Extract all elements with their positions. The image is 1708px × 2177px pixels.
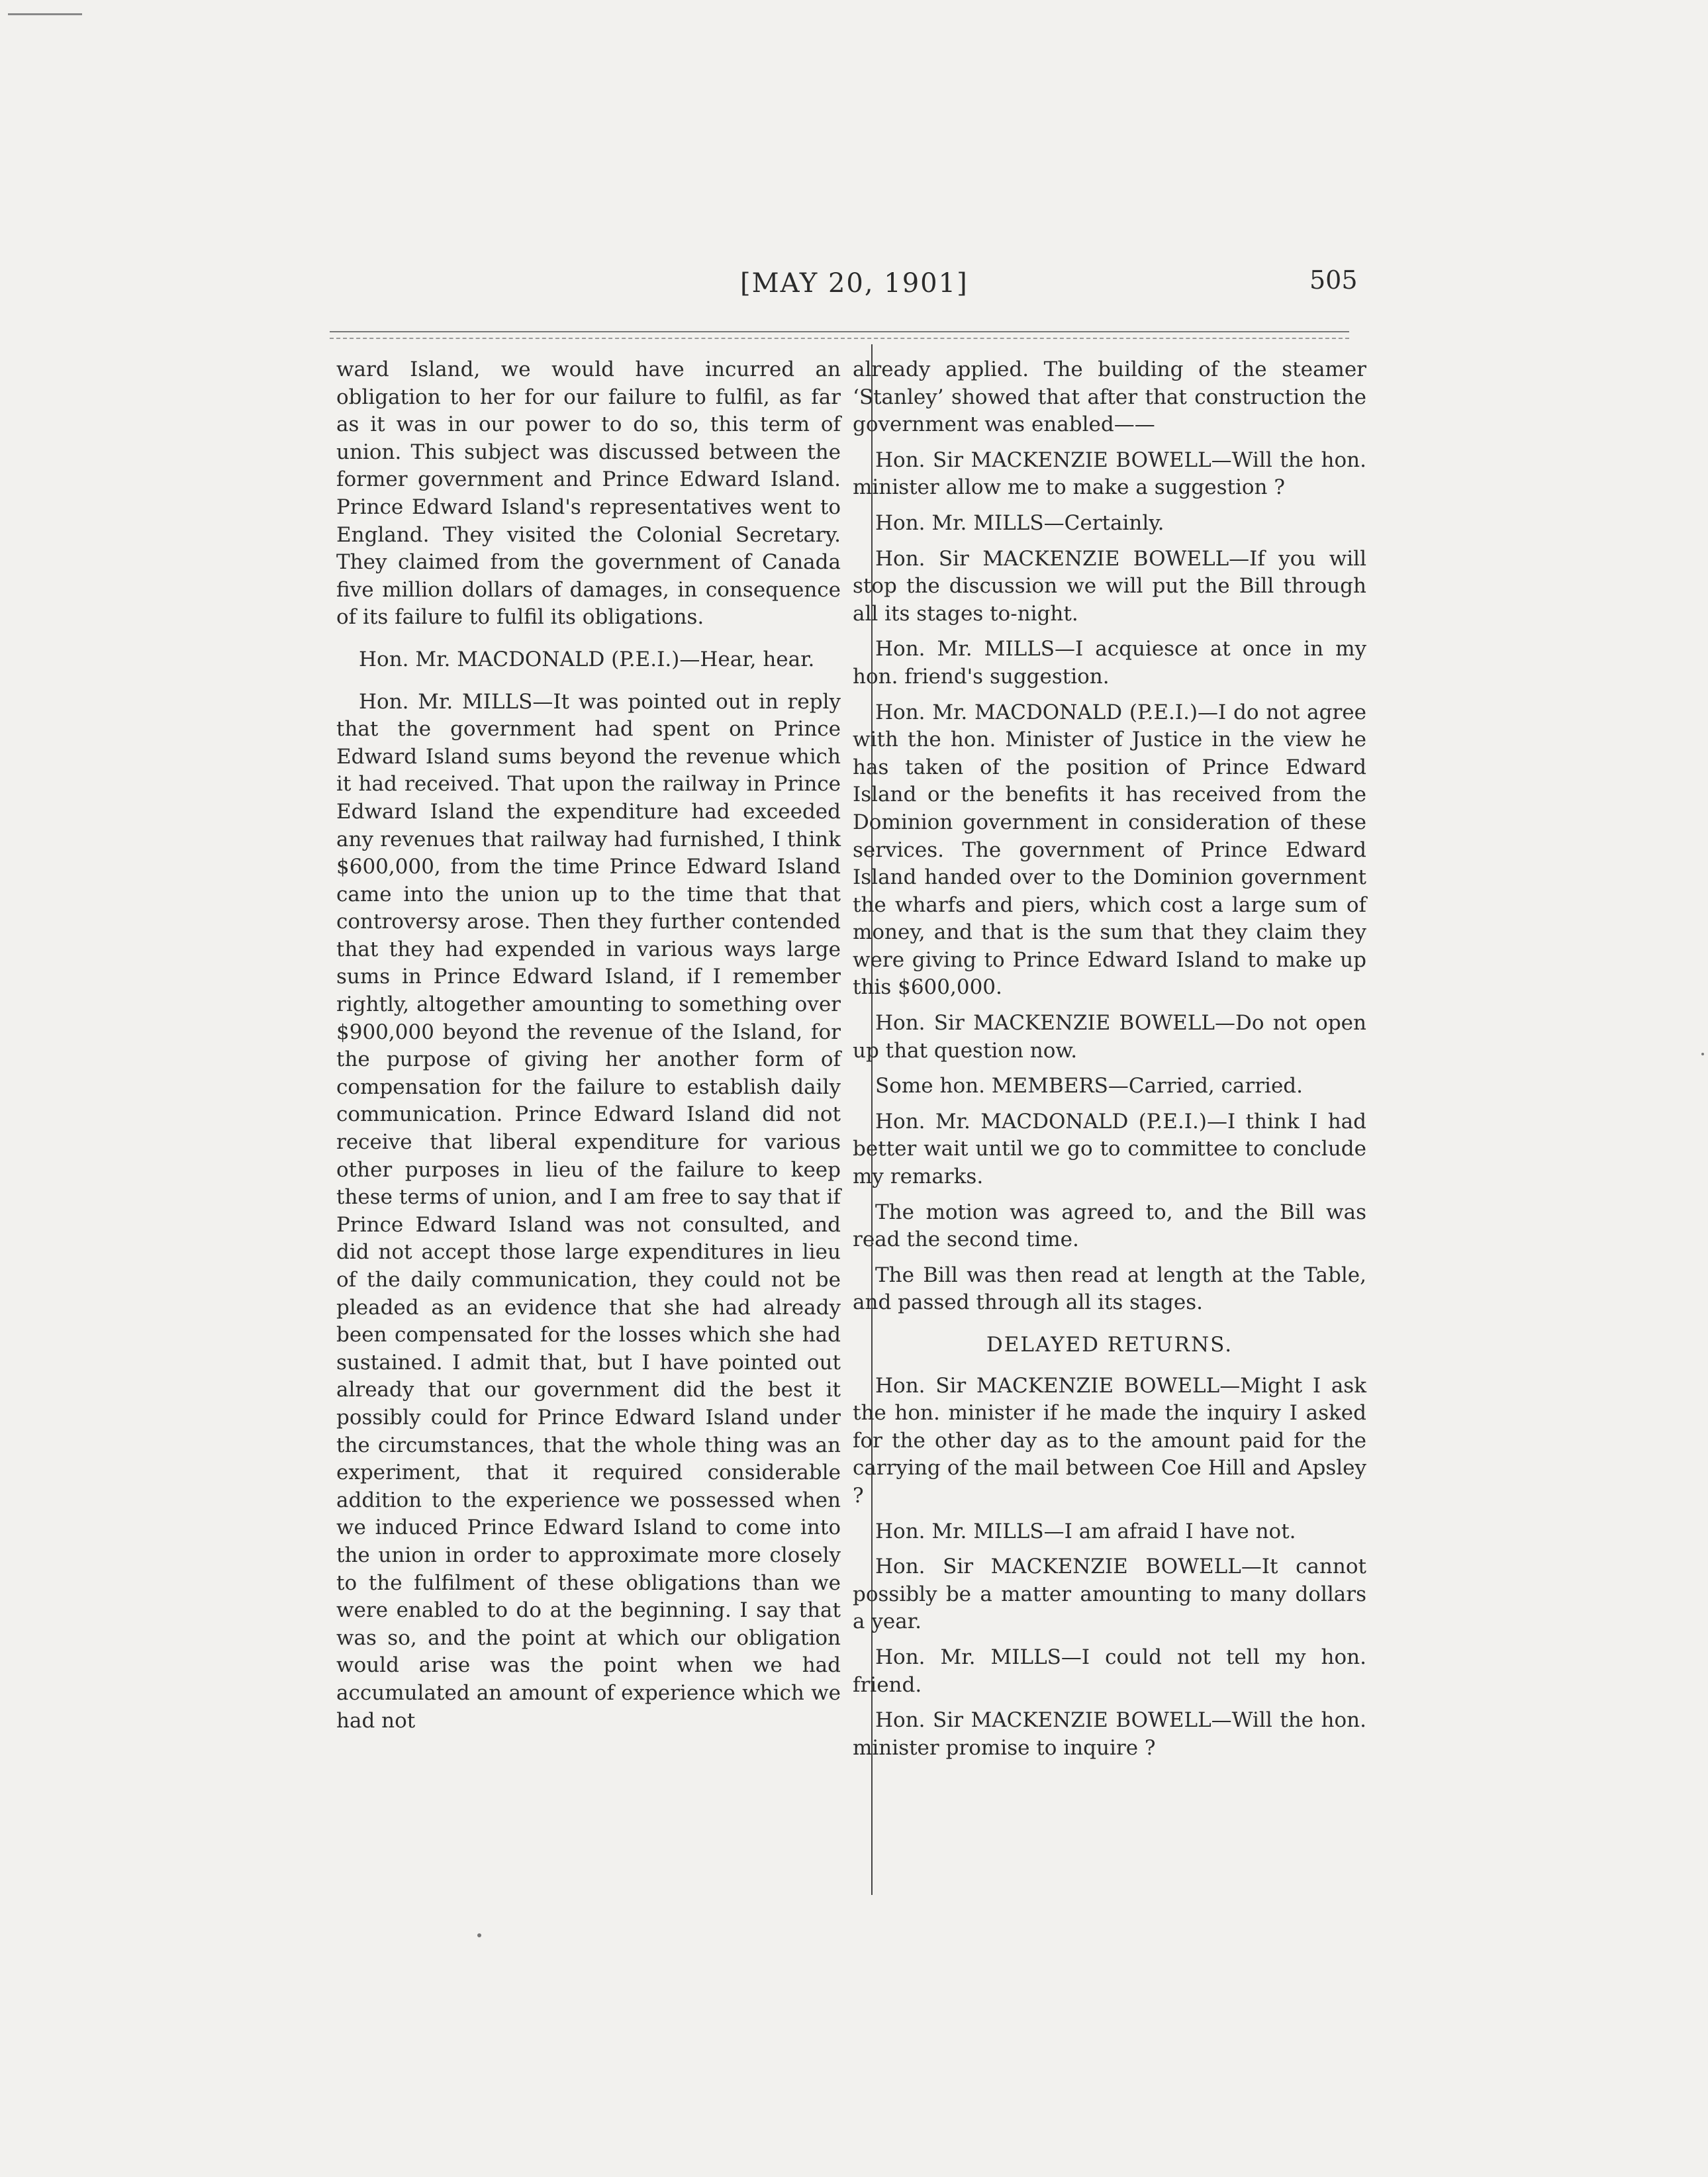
page-header	[0, 268, 1708, 308]
paragraph: already applied. The building of the steamer ‘Stanley’ showed that after that construction the government was enabled——	[853, 358, 1366, 437]
speech-paragraph: Hon. Mr. MACDONALD (P.E.I.)—Hear, hear.	[359, 647, 815, 671]
speech-paragraph: Hon. Sir MACKENZIE BOWELL—It cannot possibly be a matter amounting to many dollars a year.	[853, 1555, 1366, 1634]
speech-paragraph: Hon. Sir MACKENZIE BOWELL—If you will stop the discussion we will put the Bill through all its stages to-night.	[853, 546, 1366, 626]
speech-paragraph: Hon. Mr. MILLS—I am afraid I have not.	[875, 1519, 1296, 1543]
page-number: 505	[1309, 266, 1358, 295]
speech-paragraph: The Bill was then read at length at the Table, and passed through all its stages.	[853, 1263, 1366, 1315]
scan-speck	[1701, 1053, 1704, 1055]
speech-paragraph: The motion was agreed to, and the Bill was read the second time.	[853, 1200, 1366, 1252]
speech-paragraph: Hon. Sir MACKENZIE BOWELL—Do not open up that question now.	[853, 1011, 1366, 1063]
speech-paragraph: Hon. Mr. MACDONALD (P.E.I.)—I think I had better wait until we go to committee to conclude my remarks.	[853, 1109, 1366, 1189]
left-column	[336, 356, 841, 1743]
corner-rule	[8, 13, 82, 15]
speech-paragraph: Hon. Sir MACKENZIE BOWELL—Might I ask the hon. minister if he made the inquiry I asked for the other day as to the amount paid for the carrying of the mail between Coe Hill and Apsley ?	[853, 1373, 1366, 1508]
speech-paragraph: Hon. Sir MACKENZIE BOWELL—Will the hon. minister promise to inquire ?	[853, 1708, 1366, 1760]
speech-paragraph: Hon. Mr. MILLS—Certainly.	[875, 510, 1164, 535]
speech-paragraph: Hon. Mr. MILLS—I could not tell my hon. friend.	[853, 1645, 1366, 1697]
header-rule	[330, 331, 1349, 332]
paragraph: ward Island, we would have incurred an obligation to her for our failure to fulfil, as far as it was in our power to do so, this term of union. This subject was discussed between the former government and Prince Edward Island. Prince Edward Island's representatives went to England. They visited the Colonial Secretary. They claimed from the government of Canada five million dollars of damages, in consequence of its failure to fulfil its obligations.	[336, 358, 841, 630]
header-rule-dashed	[330, 338, 1349, 339]
scan-speck	[477, 1933, 481, 1937]
speech-paragraph: Some hon. MEMBERS—Carried, carried.	[875, 1074, 1303, 1098]
speech-paragraph: Hon. Mr. MILLS—It was pointed out in reply that the government had spent on Prince Edward Island sums beyond the revenue which it had received. That upon the railway in Prince Edward Island the expenditure had exceeded any revenues that railway had furnished, I think $600,000, from the time Prince Edward Island came into the union up to the time that that controversy arose. Then they further contended that they had expended in various ways large sums in Prince Edward Island, if I remember rightly, altogether amounting to something over $900,000 beyond the revenue of the Island, for the purpose of giving her another form of compensation for the failure to establish daily communication. Prince Edward Island did not receive that liberal expenditure for various other purposes in lieu of the failure to keep these terms of union, and I am free to say that if Prince Edward Island was not consulted, and did not accept those large expenditures in lieu of the daily communication, they could not be pleaded as an evidence that she had already been compensated for the losses which she had sustained. I admit that, but I have pointed out already that our government did the best it possibly could for Prince Edward Island under the circumstances, that the whole thing was an experiment, that it required considerable addition to the experience we possessed when we induced Prince Edward Island to come into the union in order to approximate more closely to the fulfilment of these obligations than we were enabled to do at the beginning. I say that was so, and the point at which our obligation would arise was the point when we had accumulated an amount of experience which we had not	[336, 689, 841, 1733]
speech-paragraph: Hon. Mr. MILLS—I acquiesce at once in my hon. friend's suggestion.	[853, 637, 1366, 689]
speech-paragraph: Hon. Sir MACKENZIE BOWELL—Will the hon. minister allow me to make a suggestion ?	[853, 448, 1366, 500]
section-heading: DELAYED RETURNS.	[986, 1333, 1233, 1357]
speech-paragraph: Hon. Mr. MACDONALD (P.E.I.)—I do not agree with the hon. Minister of Justice in the view he has taken of the position of Prince Edward Island or the benefits it has received from the Dominion government in consideration of these services. The government of Prince Edward Island handed over to the Dominion government the wharfs and piers, which cost a large sum of money, and that is the sum that they claim they were giving to Prince Edward Island to make up this $600,000.	[853, 700, 1366, 1000]
right-column	[853, 356, 1366, 1770]
page-date: [MAY 20, 1901]	[740, 268, 969, 299]
